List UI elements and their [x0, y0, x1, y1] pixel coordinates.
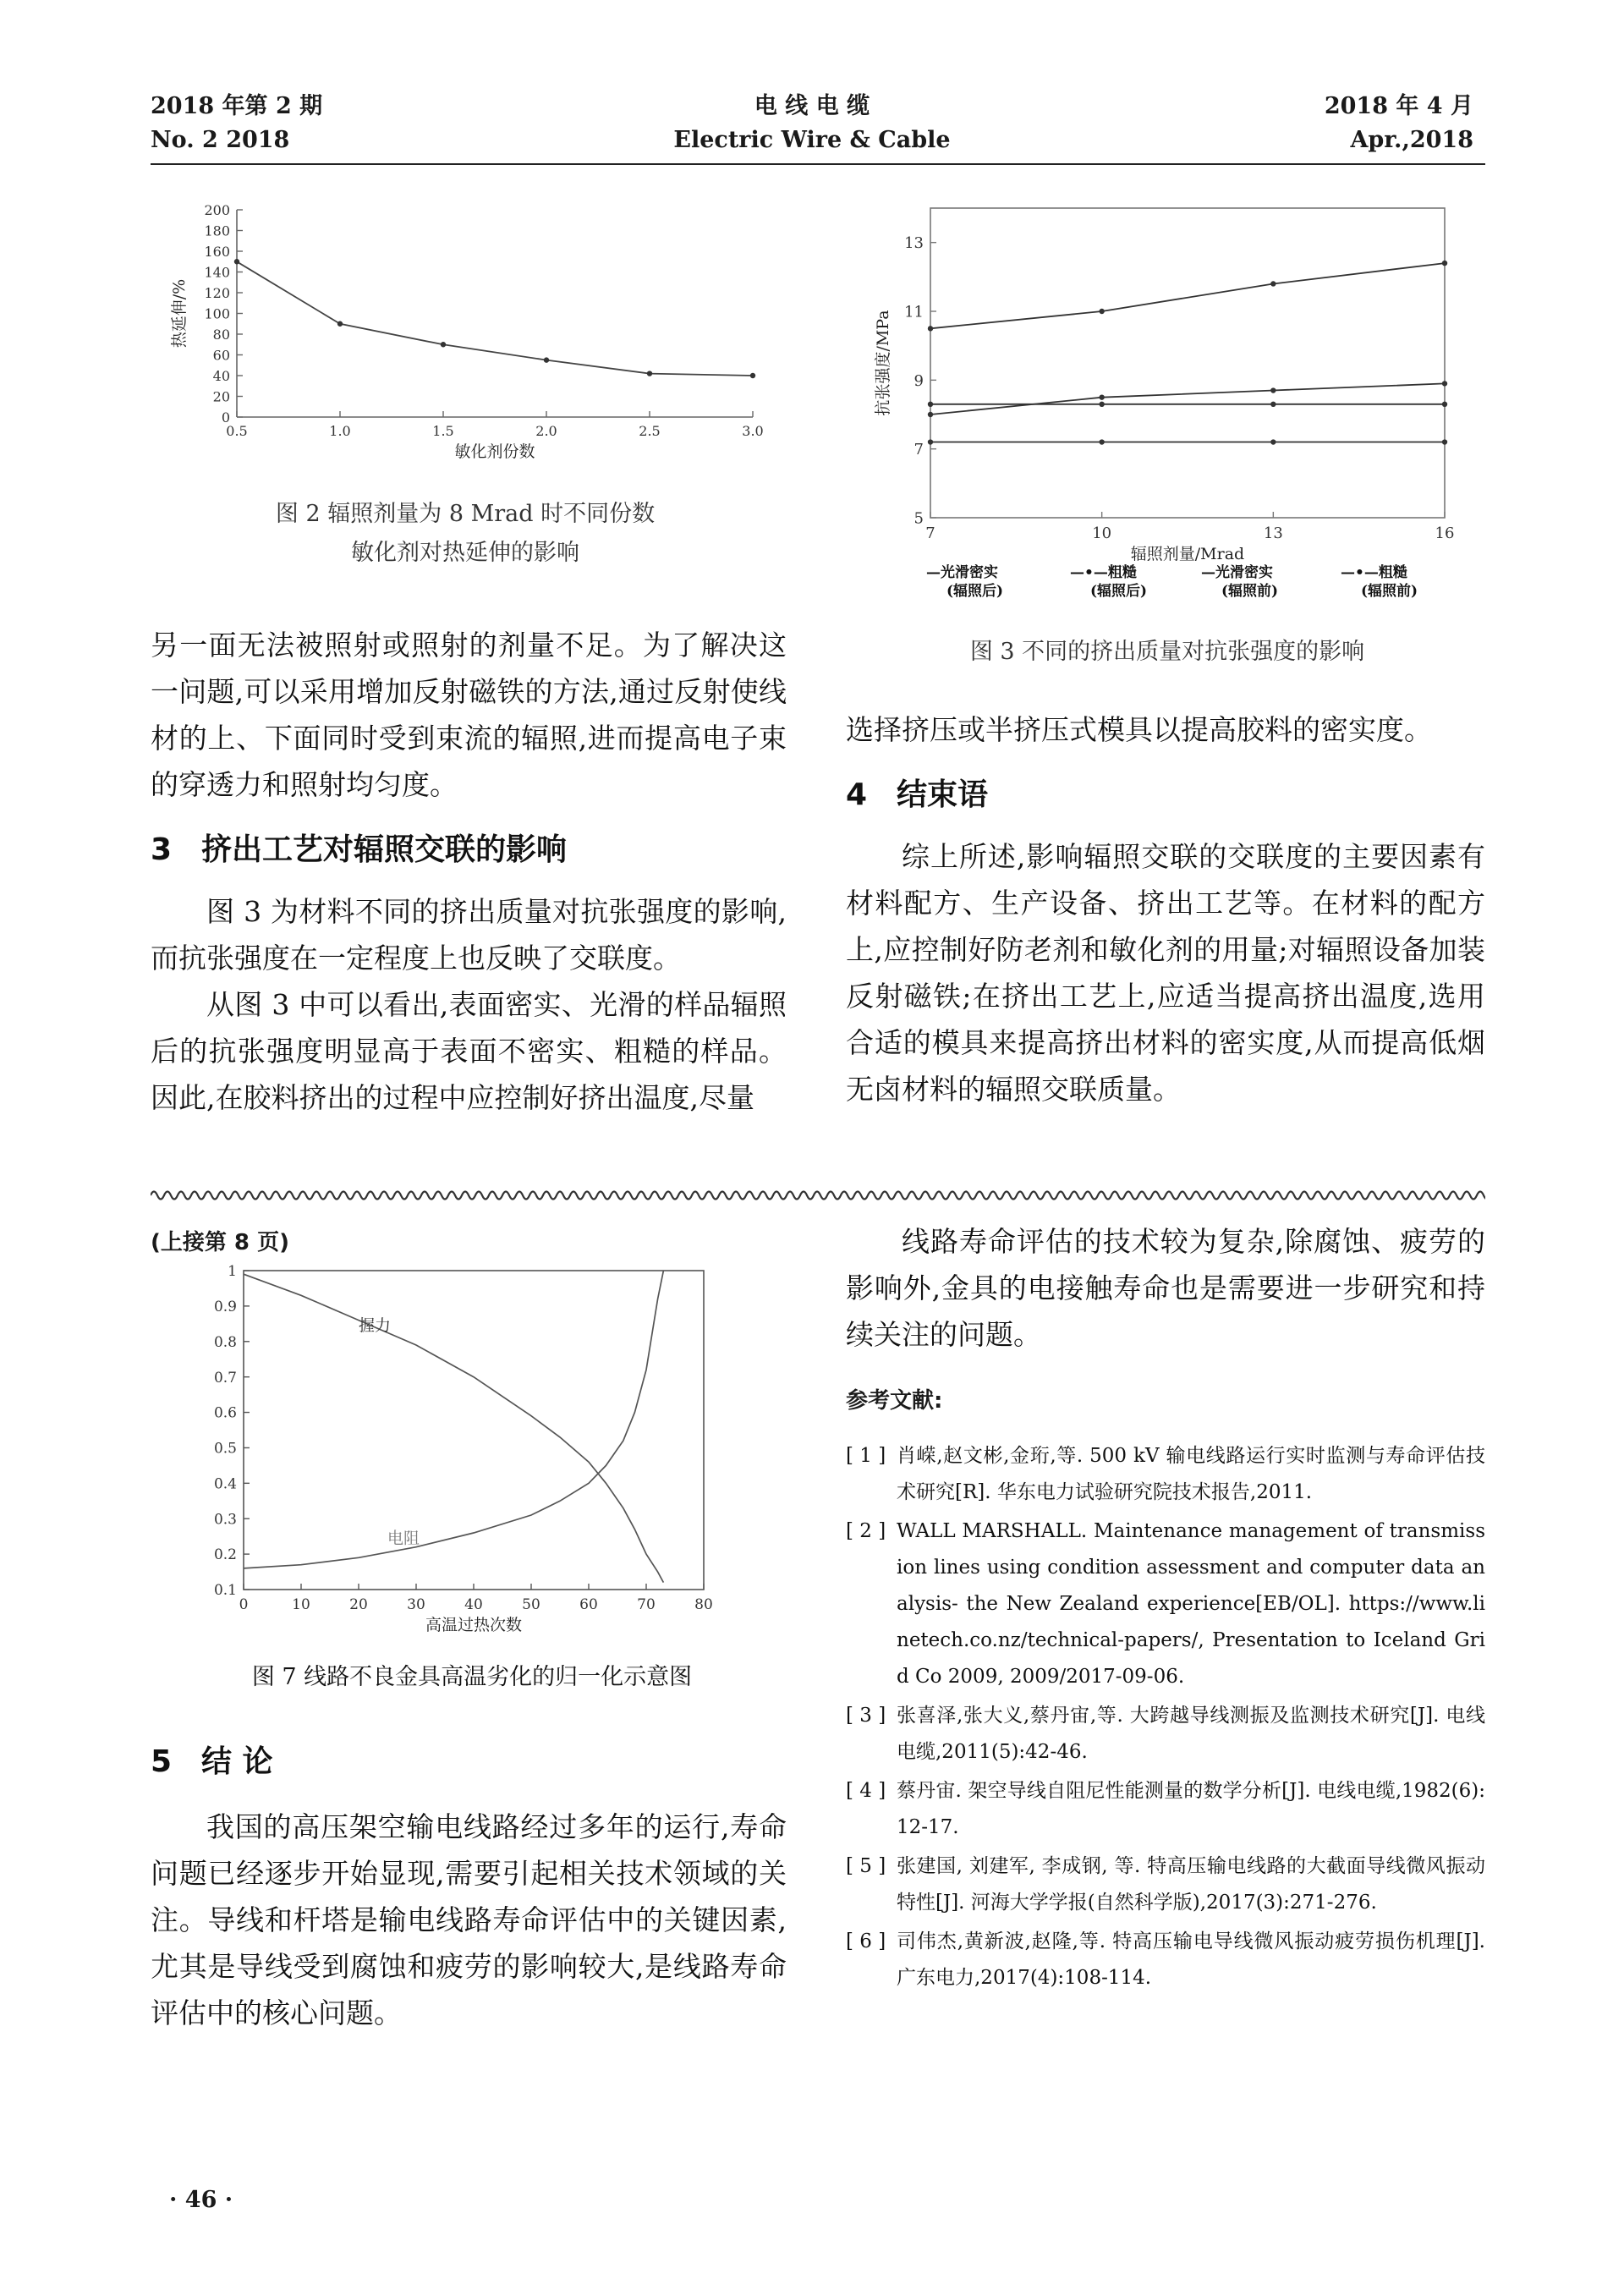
- data-point: [1442, 402, 1447, 407]
- data-point: [928, 439, 933, 444]
- figure-3-chart: [846, 196, 1489, 619]
- section-title: 结 论: [201, 1744, 273, 1779]
- series-line: [244, 1274, 663, 1582]
- journal-title-cn: 电 线 电 缆: [754, 93, 870, 119]
- figure-2-caption-line1: 图 2 辐照剂量为 8 Mrad 时不同份数: [275, 501, 656, 527]
- x-tick-label: 2.0: [535, 423, 557, 439]
- data-point: [234, 259, 239, 264]
- y-tick-label: 180: [204, 222, 230, 239]
- journal-title: [592, 90, 1032, 157]
- y-tick-label: 140: [204, 264, 230, 281]
- y-tick-label: 20: [212, 388, 230, 405]
- data-point: [1270, 439, 1276, 444]
- y-tick-label: 0.9: [213, 1299, 237, 1316]
- x-tick-label: 3.0: [742, 423, 764, 439]
- reference-number: [ 4 ]: [846, 1780, 886, 1802]
- y-tick-label: 80: [212, 326, 230, 343]
- legend-item: —光滑密实: [1201, 564, 1273, 581]
- y-axis-label: 热延伸/%: [170, 278, 189, 349]
- page-number: · 46 ·: [169, 2187, 233, 2213]
- data-point: [1442, 381, 1447, 386]
- reference-text: WALL MARSHALL. Maintenance management of transmission lines using condition assessment and computer data analysis- the New Zealand experience[EB/OL]. https://www.linetech.co.nz/technical-papers/, Presentation to Iceland Grid Co 2009, 2009/2017-09-06.: [897, 1520, 1485, 1688]
- y-tick-label: 200: [204, 201, 230, 218]
- journal-issue: [151, 90, 322, 157]
- reference-text: 蔡丹宙. 架空导线自阻尼性能测量的数学分析[J]. 电线电缆,1982(6):12-17.: [897, 1780, 1485, 1838]
- x-tick-label: 1.5: [432, 423, 454, 439]
- reference-number: [ 6 ]: [846, 1930, 886, 1952]
- data-point: [928, 326, 933, 331]
- issue-cn: 2018 年第 2 期: [151, 93, 323, 119]
- plot-frame: [930, 208, 1445, 518]
- y-tick-label: 0.4: [213, 1475, 237, 1493]
- data-point: [928, 402, 933, 407]
- section-number: 3: [151, 832, 173, 867]
- wavy-divider: [151, 1186, 1485, 1205]
- paragraph: 另一面无法被照射或照射的剂量不足。为了解决这一问题,可以采用增加反射磁铁的方法,通过反射使线材的上、下面同时受到束流的辐照,进而提高电子束的穿透力和照射均匀度。: [151, 629, 787, 801]
- reference-item: [846, 1438, 1485, 1511]
- data-point: [647, 371, 652, 376]
- legend-item: —光滑密实: [926, 564, 998, 581]
- paragraph: 我国的高压架空输电线路经过多年的运行,寿命问题已经逐步开始显现,需要引起相关技术领域的关注。导线和杆塔是输电线路寿命评估中的关键因素,尤其是导线受到腐蚀和疲劳的影响较大,是线路寿命评估中的核心问题。: [151, 1810, 787, 2029]
- section-title: 挤出工艺对辐照交联的影响: [201, 832, 568, 867]
- y-tick-label: 0.8: [213, 1333, 237, 1351]
- section-4-heading: [846, 772, 1485, 818]
- y-tick-label: 1: [228, 1263, 237, 1281]
- x-tick-label: 13: [1263, 524, 1283, 542]
- y-tick-label: 160: [204, 243, 230, 260]
- data-point: [441, 342, 446, 347]
- x-tick-label: 7: [925, 524, 935, 542]
- y-tick-label: 11: [904, 303, 924, 321]
- y-tick-label: 9: [914, 371, 924, 390]
- figure-2-caption: [203, 495, 727, 573]
- data-point: [750, 373, 755, 378]
- y-tick-label: 0: [221, 409, 230, 426]
- data-point: [1099, 439, 1104, 444]
- reference-number: [ 1 ]: [846, 1445, 886, 1467]
- x-tick-label: 70: [637, 1596, 656, 1613]
- series-line: [930, 383, 1445, 415]
- data-point: [1270, 281, 1276, 286]
- reference-text: 张喜泽,张大义,蔡丹宙,等. 大跨越导线测振及监测技术研究[J]. 电线电缆,2011(5):42-46.: [897, 1705, 1486, 1763]
- references-list: [846, 1438, 1485, 1999]
- legend-item: —•—粗糙: [1070, 564, 1137, 581]
- y-tick-label: 7: [914, 441, 924, 459]
- reference-item: [846, 1513, 1485, 1695]
- data-point: [1099, 394, 1104, 399]
- data-point: [1099, 309, 1104, 314]
- plot-frame: [244, 1271, 704, 1590]
- paragraph: 选择挤压或半挤压式模具以提高胶料的密实度。: [846, 713, 1432, 746]
- reference-number: [ 2 ]: [846, 1520, 886, 1542]
- section-number: 5: [151, 1744, 173, 1779]
- legend-item-sub: (辐照后): [946, 583, 1004, 600]
- section-title: 结束语: [897, 777, 989, 812]
- data-point: [1270, 387, 1276, 393]
- y-axis-label: 抗张强度/MPa: [874, 310, 892, 416]
- data-point: [1270, 402, 1276, 407]
- x-tick-label: 0.5: [226, 423, 248, 439]
- y-tick-label: 5: [914, 509, 924, 528]
- reference-number: [ 3 ]: [846, 1705, 886, 1727]
- header-rule: [151, 163, 1485, 165]
- x-tick-label: 16: [1435, 524, 1455, 542]
- y-tick-label: 0.6: [213, 1404, 237, 1422]
- x-tick-label: 10: [292, 1596, 310, 1613]
- data-point: [1442, 261, 1447, 266]
- references-title: 参考文献:: [846, 1388, 943, 1414]
- y-tick-label: 0.1: [213, 1582, 237, 1600]
- continued-from-note: (上接第 8 页): [151, 1230, 289, 1255]
- y-tick-label: 0.2: [213, 1546, 237, 1564]
- reference-text: 张建国, 刘建军, 李成钢, 等. 特高压输电线路的大截面导线微风振动特性[J]. 河海大学学报(自然科学版),2017(3):271-276.: [897, 1855, 1485, 1914]
- y-tick-label: 13: [904, 234, 924, 253]
- section-3-heading: [151, 826, 787, 873]
- bottom-left-column: [151, 1738, 787, 2036]
- reference-item: [846, 1698, 1485, 1771]
- reference-text: 肖嵘,赵文彬,金珩,等. 500 kV 输电线路运行实时监测与寿命评估技术研究[R]. 华东电力试验研究院技术报告,2011.: [897, 1445, 1485, 1503]
- journal-title-en: Electric Wire & Cable: [673, 127, 951, 153]
- legend-item: —•—粗糙: [1341, 564, 1407, 581]
- series-line: [244, 1271, 663, 1568]
- data-point: [337, 321, 343, 327]
- y-tick-label: 0.3: [213, 1511, 237, 1529]
- x-tick-label: 1.0: [329, 423, 351, 439]
- reference-text: 司伟杰,黄新波,赵隆,等. 特高压输电导线微风振动疲劳损伤机理[J]. 广东电力,2017(4):108-114.: [897, 1930, 1485, 1989]
- figure-2-chart: [161, 195, 787, 474]
- section-number: 4: [846, 777, 868, 812]
- data-point: [1099, 402, 1104, 407]
- issue-en: No. 2 2018: [151, 127, 290, 153]
- x-tick-label: 80: [694, 1596, 713, 1613]
- x-tick-label: 40: [464, 1596, 483, 1613]
- x-axis-label: 高温过热次数: [425, 1616, 523, 1634]
- top-right-column: [846, 706, 1485, 1112]
- paragraph: 线路寿命评估的技术较为复杂,除腐蚀、疲劳的影响外,金具的电接触寿命也是需要进一步研究和持续关注的问题。: [846, 1225, 1485, 1351]
- section-5-heading: [151, 1738, 787, 1785]
- paragraph: 综上所述,影响辐照交联的交联度的主要因素有材料配方、生产设备、挤出工艺等。在材料的配方上,应控制好防老剂和敏化剂的用量;对辐照设备加装反射磁铁;在挤出工艺上,应适当提高挤出温度,选用合适的模具来提高挤出材料的密实度,从而提高低烟无卤材料的辐照交联质量。: [846, 840, 1485, 1106]
- figure-7-chart: [169, 1262, 744, 1660]
- x-tick-label: 50: [522, 1596, 540, 1613]
- figure-7-caption: 图 7 线路不良金具高温劣化的归一化示意图: [251, 1664, 693, 1690]
- figure-2-caption-line2: 敏化剂对热延伸的影响: [351, 540, 579, 566]
- x-tick-label: 30: [407, 1596, 425, 1613]
- date-cn: 2018 年 4 月: [1324, 93, 1473, 119]
- data-point: [544, 357, 549, 362]
- top-left-column: [151, 622, 787, 1121]
- series-line: [237, 261, 753, 376]
- figure-3-caption: 图 3 不同的挤出质量对抗张强度的影响: [969, 639, 1365, 665]
- x-axis-label: 敏化剂份数: [454, 442, 535, 461]
- date-en: Apr.,2018: [1350, 127, 1473, 153]
- y-tick-label: 100: [204, 305, 230, 322]
- x-axis-label: 辐照剂量/Mrad: [1130, 545, 1245, 563]
- y-tick-label: 0.5: [213, 1440, 237, 1458]
- legend-item-sub: (辐照前): [1221, 583, 1279, 600]
- x-tick-label: 10: [1092, 524, 1112, 542]
- x-tick-label: 0: [239, 1596, 249, 1613]
- y-tick-label: 0.7: [213, 1369, 237, 1387]
- paragraph: 从图 3 中可以看出,表面密实、光滑的样品辐照后的抗张强度明显高于表面不密实、粗糙的样品。因此,在胶料挤出的过程中应控制好挤出温度,尽量: [151, 988, 787, 1114]
- data-point: [928, 412, 933, 417]
- y-tick-label: 40: [212, 367, 230, 384]
- bottom-right-intro: [846, 1218, 1485, 1358]
- paragraph: 图 3 为材料不同的挤出质量对抗张强度的影响,而抗张强度在一定程度上也反映了交联度。: [151, 895, 787, 975]
- y-tick-label: 60: [212, 347, 230, 364]
- reference-item: [846, 1924, 1485, 1996]
- y-tick-label: 120: [204, 284, 230, 301]
- journal-date: [1325, 90, 1473, 157]
- reference-number: [ 5 ]: [846, 1855, 886, 1877]
- data-point: [1442, 439, 1447, 444]
- x-tick-label: 2.5: [639, 423, 661, 439]
- reference-item: [846, 1848, 1485, 1921]
- curve-label-resistance: 电阻: [387, 1529, 420, 1548]
- legend-item-sub: (辐照前): [1361, 583, 1418, 600]
- legend-item-sub: (辐照后): [1090, 583, 1148, 600]
- x-tick-label: 60: [579, 1596, 598, 1613]
- reference-item: [846, 1773, 1485, 1846]
- series-line: [930, 263, 1445, 328]
- curve-label-grip: 握力: [359, 1316, 392, 1336]
- x-tick-label: 20: [349, 1596, 368, 1613]
